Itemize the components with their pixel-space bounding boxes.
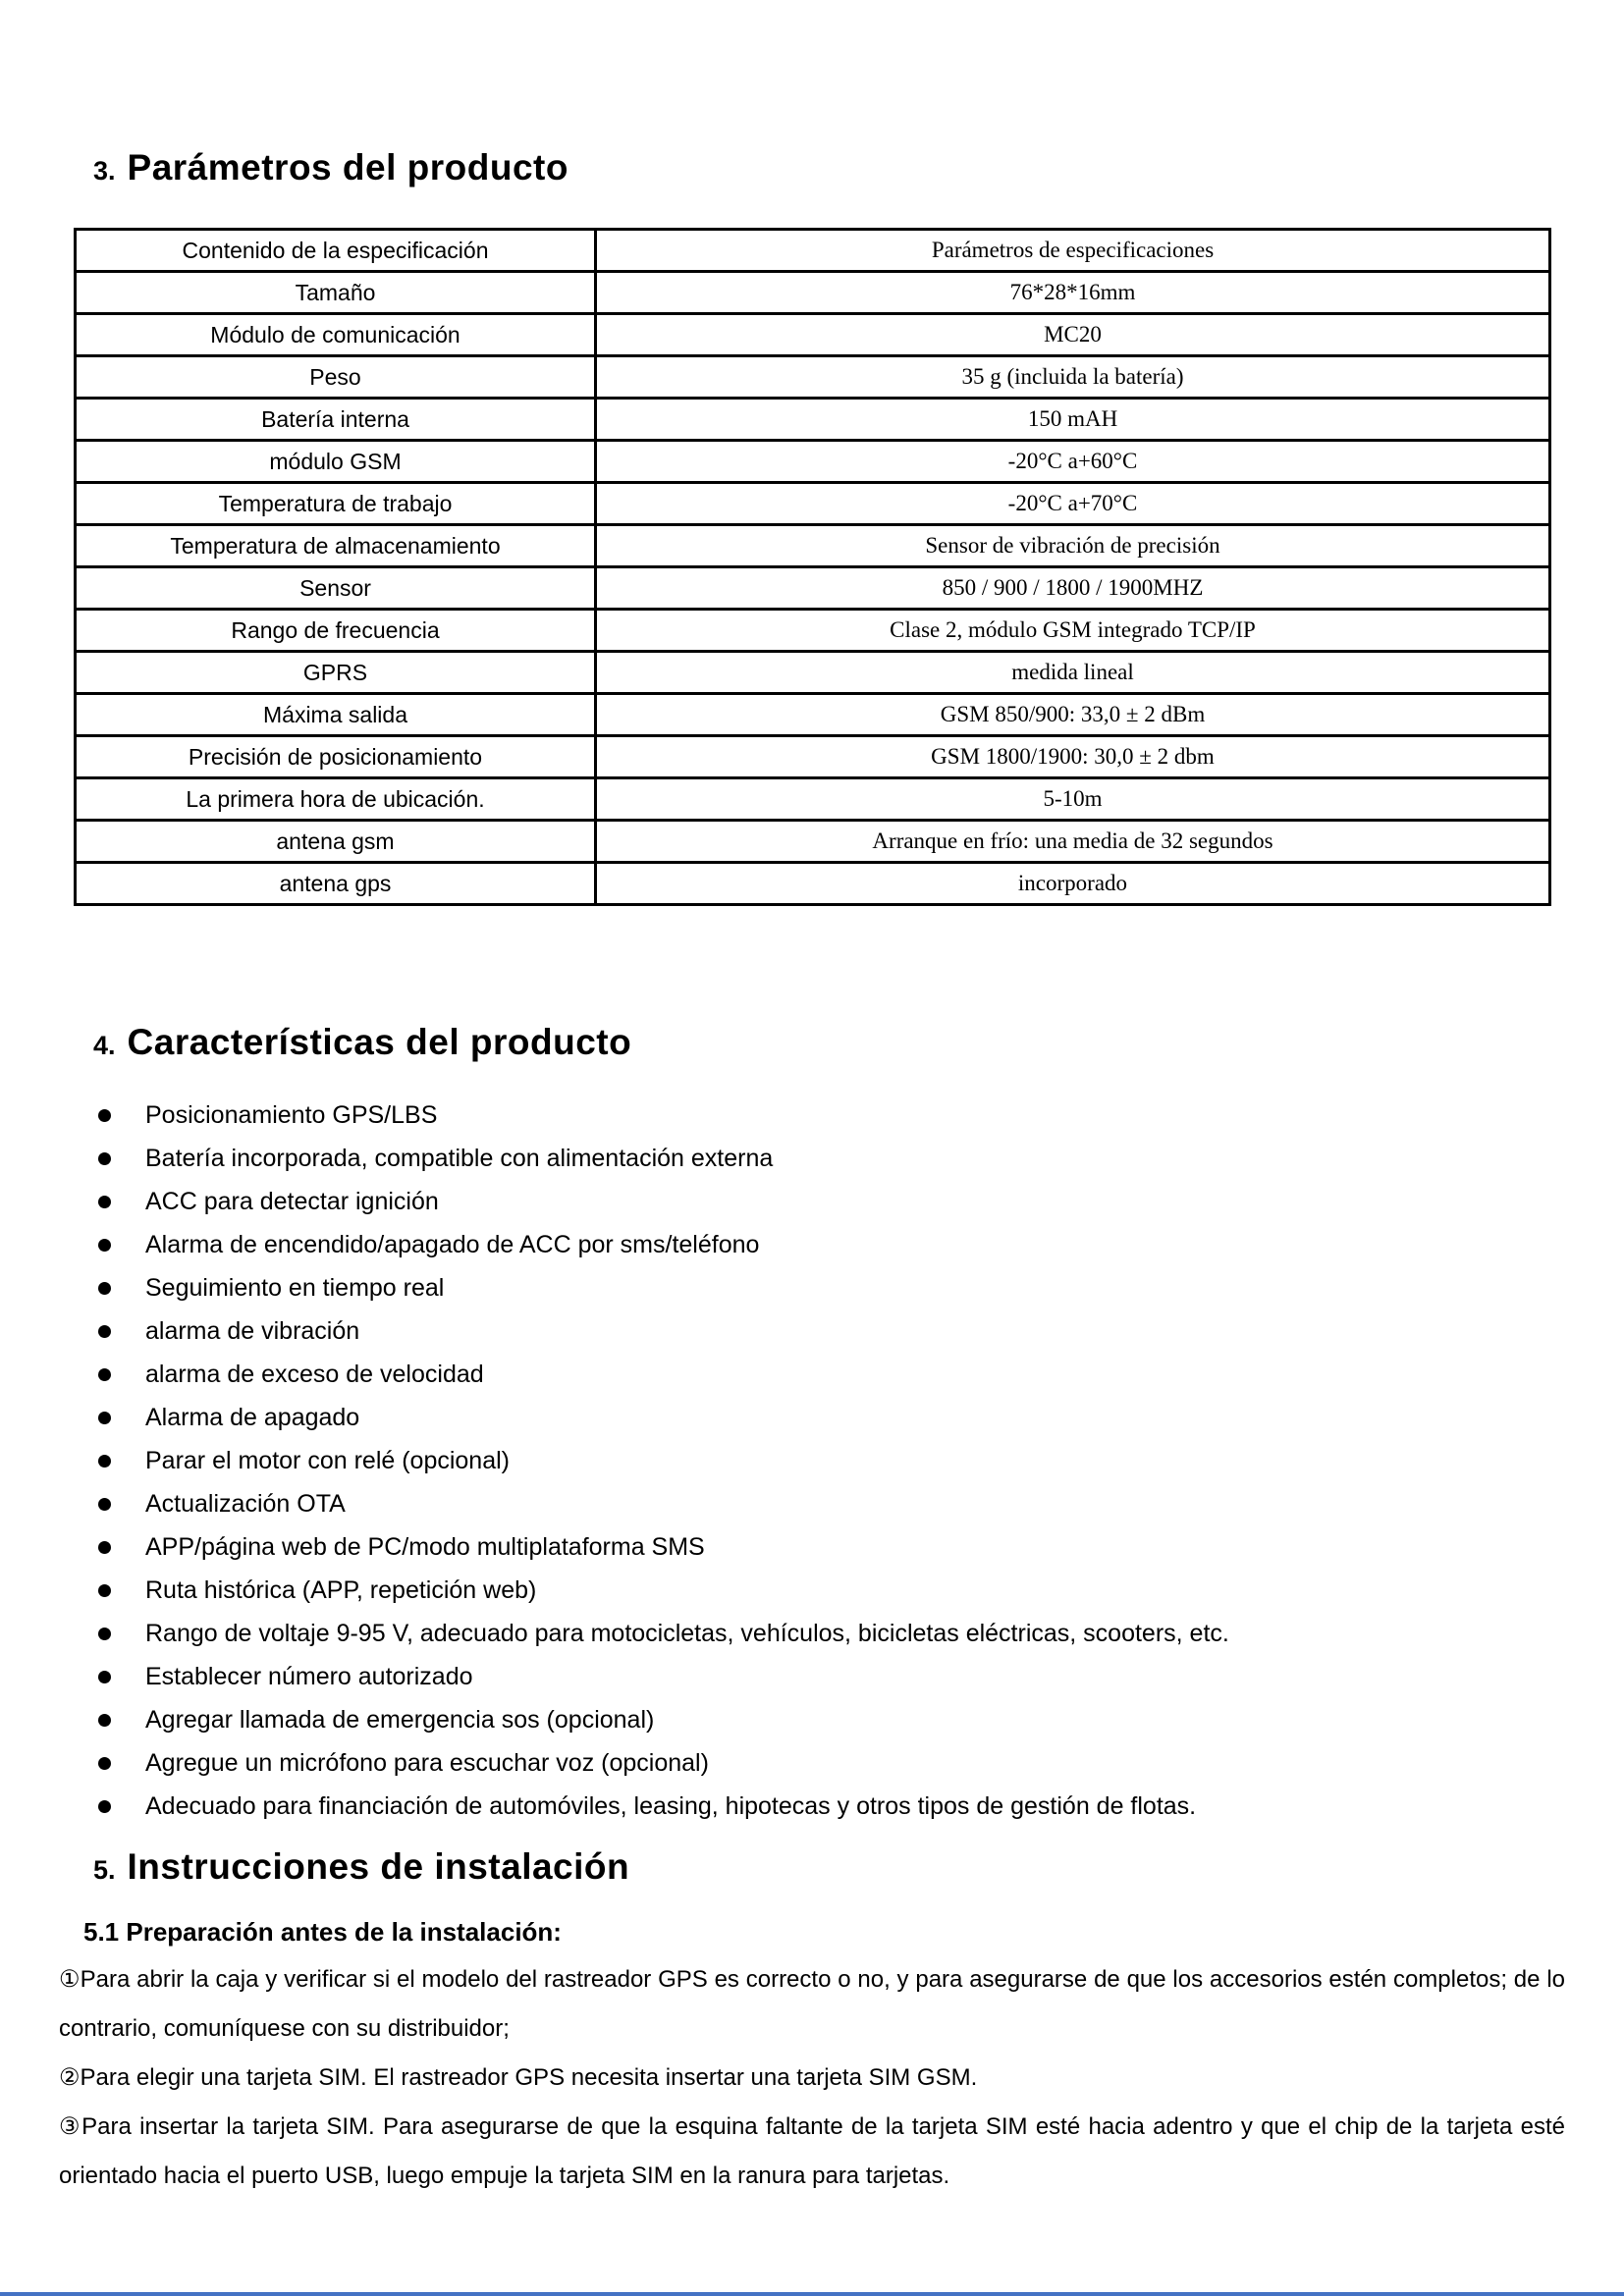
table-row: [77, 397, 1548, 439]
feature-item: [98, 1446, 1624, 1475]
feature-text: Agregar llamada de emergencia sos (opcional): [145, 1706, 655, 1734]
bullet-icon: [98, 1800, 111, 1813]
feature-item: [98, 1748, 1624, 1778]
bullet-icon: [98, 1541, 111, 1554]
feature-text: Alarma de apagado: [145, 1404, 360, 1431]
feature-item: [98, 1144, 1624, 1173]
feature-item: [98, 1100, 1624, 1130]
spec-name-cell: Temperatura de trabajo: [77, 484, 597, 523]
spec-name-cell: La primera hora de ubicación.: [77, 779, 597, 819]
feature-text: Rango de voltaje 9-95 V, adecuado para motocicletas, vehículos, bicicletas eléctricas, scooters, etc.: [145, 1620, 1229, 1647]
section-4-title: Características del producto: [127, 1022, 632, 1062]
spec-value-cell: GSM 1800/1900: 30,0 ± 2 dbm: [931, 744, 1215, 769]
spec-value-cell: Clase 2, módulo GSM integrado TCP/IP: [890, 617, 1256, 642]
spec-name-cell: Tamaño: [77, 273, 597, 312]
instruction-step: ①Para abrir la caja y verificar si el modelo del rastreador GPS es correcto o no, y para asegurarse de que los accesorios estén completos; de lo contrario, comuníquese con su distribuidor;: [59, 1966, 1565, 2042]
spec-name-cell: GPRS: [77, 653, 597, 692]
feature-item: [98, 1619, 1624, 1648]
spec-value-cell: incorporado: [1017, 871, 1128, 895]
page-bottom-accent-line: [0, 2292, 1624, 2296]
section-5-title: Instrucciones de instalación: [127, 1846, 630, 1887]
bullet-icon: [98, 1325, 111, 1338]
feature-text: ACC para detectar ignición: [145, 1188, 439, 1215]
bullet-icon: [98, 1757, 111, 1770]
section-3-number: 3.: [93, 156, 116, 186]
feature-text: Establecer número autorizado: [145, 1663, 473, 1690]
spec-name-cell: antena gsm: [77, 822, 597, 861]
bullet-icon: [98, 1455, 111, 1468]
instruction-step: ③Para insertar la tarjeta SIM. Para asegurarse de que la esquina faltante de la tarjeta SIM esté hacia adentro y que el chip de la tarjeta esté orientado hacia el puerto USB, luego empuje la tarjeta SIM en la ranura para tarjetas.: [59, 2113, 1565, 2189]
feature-list: [98, 1100, 1624, 1821]
feature-item: [98, 1230, 1624, 1259]
section-3-heading: [93, 0, 1624, 188]
feature-item: [98, 1575, 1624, 1605]
spec-name-cell: Máxima salida: [77, 695, 597, 734]
spec-value-cell: GSM 850/900: 33,0 ± 2 dBm: [940, 702, 1206, 726]
spec-value-cell: 850 / 900 / 1800 / 1900MHZ: [942, 575, 1204, 600]
table-row: [77, 354, 1548, 397]
spec-name-cell: módulo GSM: [77, 442, 597, 481]
feature-item: [98, 1662, 1624, 1691]
spec-name-cell: Contenido de la especificación: [77, 231, 597, 270]
section-4-number: 4.: [93, 1031, 116, 1060]
bullet-icon: [98, 1368, 111, 1381]
spec-value-cell: Arranque en frío: una media de 32 segundos: [872, 828, 1273, 853]
section-5-heading: [93, 1846, 1624, 1888]
spec-value-cell: -20°C a+60°C: [1007, 449, 1138, 473]
table-row: [77, 565, 1548, 608]
bullet-icon: [98, 1282, 111, 1295]
feature-text: Batería incorporada, compatible con alimentación externa: [145, 1145, 774, 1172]
spec-value-cell: MC20: [1044, 322, 1102, 347]
subsection-5-1-title: 5.1 Preparación antes de la instalación:: [83, 1917, 562, 1947]
section-5-number: 5.: [93, 1855, 116, 1885]
spec-value-cell: Parámetros de especificaciones: [931, 238, 1215, 262]
bullet-icon: [98, 1498, 111, 1511]
bullet-icon: [98, 1196, 111, 1208]
feature-item: [98, 1187, 1624, 1216]
table-row: [77, 861, 1548, 903]
feature-text: Alarma de encendido/apagado de ACC por sms/teléfono: [145, 1231, 760, 1258]
feature-item: [98, 1273, 1624, 1303]
spec-name-cell: antena gps: [77, 864, 597, 903]
spec-value-cell: 35 g (incluida la batería): [961, 364, 1184, 389]
feature-text: Ruta histórica (APP, repetición web): [145, 1576, 537, 1604]
feature-text: Adecuado para financiación de automóviles, leasing, hipotecas y otros tipos de gestión de flotas.: [145, 1792, 1197, 1820]
feature-text: Agregue un micrófono para escuchar voz (opcional): [145, 1749, 709, 1777]
spec-name-cell: Rango de frecuencia: [77, 611, 597, 650]
installation-steps: [59, 1955, 1565, 2201]
bullet-icon: [98, 1671, 111, 1683]
bullet-icon: [98, 1584, 111, 1597]
spec-value-cell: medida lineal: [1011, 660, 1134, 684]
table-row: [77, 312, 1548, 354]
spec-value-cell: -20°C a+70°C: [1007, 491, 1138, 515]
table-row: [77, 819, 1548, 861]
spec-value-cell: 5-10m: [1043, 786, 1103, 811]
feature-text: Actualización OTA: [145, 1490, 346, 1518]
table-row: [77, 523, 1548, 565]
bullet-icon: [98, 1628, 111, 1640]
spec-value-cell: Sensor de vibración de precisión: [925, 533, 1220, 558]
spec-name-cell: Peso: [77, 357, 597, 397]
feature-text: Seguimiento en tiempo real: [145, 1274, 445, 1302]
feature-text: alarma de vibración: [145, 1317, 360, 1345]
feature-item: [98, 1316, 1624, 1346]
spec-name-cell: Precisión de posicionamiento: [77, 737, 597, 776]
feature-text: alarma de exceso de velocidad: [145, 1361, 484, 1388]
table-row: [77, 231, 1548, 270]
feature-item: [98, 1705, 1624, 1735]
spec-name-cell: Sensor: [77, 568, 597, 608]
table-row: [77, 270, 1548, 312]
spec-name-cell: Módulo de comunicación: [77, 315, 597, 354]
section-3-title: Parámetros del producto: [127, 147, 568, 187]
table-row: [77, 439, 1548, 481]
bullet-icon: [98, 1714, 111, 1727]
table-row: [77, 481, 1548, 523]
bullet-icon: [98, 1239, 111, 1252]
table-row: [77, 650, 1548, 692]
spec-name-cell: Temperatura de almacenamiento: [77, 526, 597, 565]
spec-name-cell: Batería interna: [77, 400, 597, 439]
table-row: [77, 734, 1548, 776]
bullet-icon: [98, 1412, 111, 1424]
table-row: [77, 608, 1548, 650]
table-row: [77, 776, 1548, 819]
feature-item: [98, 1489, 1624, 1519]
product-parameters-table: [74, 228, 1551, 906]
spec-value-cell: 76*28*16mm: [1009, 280, 1136, 304]
feature-text: Posicionamiento GPS/LBS: [145, 1101, 438, 1129]
section-4-heading: [93, 1022, 1624, 1063]
feature-text: APP/página web de PC/modo multiplataforma SMS: [145, 1533, 705, 1561]
feature-item: [98, 1403, 1624, 1432]
feature-item: [98, 1360, 1624, 1389]
spec-value-cell: 150 mAH: [1027, 406, 1118, 431]
bullet-icon: [98, 1152, 111, 1165]
instruction-step: ②Para elegir una tarjeta SIM. El rastreador GPS necesita insertar una tarjeta SIM GSM.: [59, 2064, 978, 2091]
table-row: [77, 692, 1548, 734]
feature-item: [98, 1791, 1624, 1821]
feature-item: [98, 1532, 1624, 1562]
feature-text: Parar el motor con relé (opcional): [145, 1447, 510, 1474]
bullet-icon: [98, 1109, 111, 1122]
